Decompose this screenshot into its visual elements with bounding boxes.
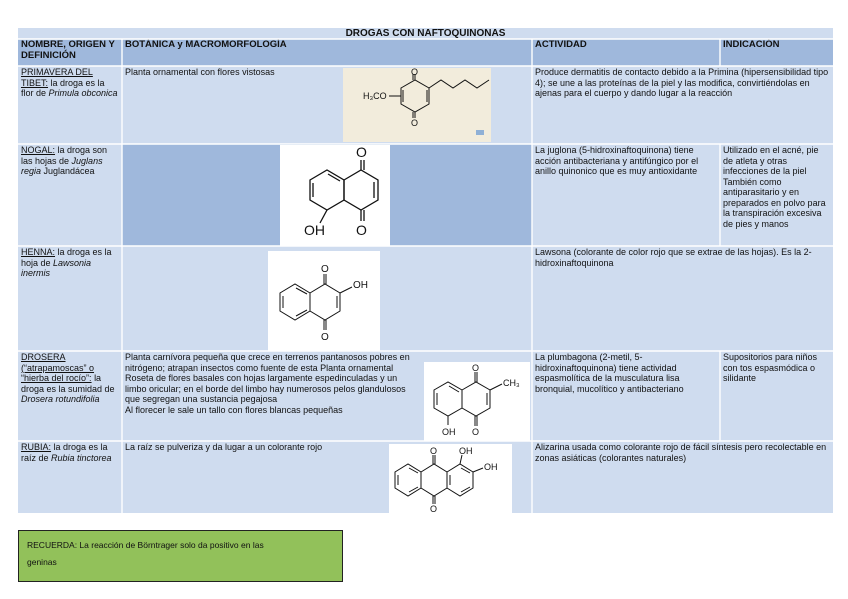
plant-name: NOGAL:: [21, 145, 56, 155]
definition-text: la droga es la hoja de: [21, 247, 112, 268]
alizarina-structure: [389, 444, 512, 513]
plant-name: PRIMAVERA DEL TIBET:: [21, 67, 93, 88]
family-name: Juglandácea: [41, 166, 95, 176]
alizarina-hydroxyl-2: OH: [484, 462, 498, 472]
definition-text: la droga es la sumidad de: [21, 373, 115, 394]
definition-text: la droga es la raíz de: [21, 442, 108, 463]
alizarina-hydroxyl-1: OH: [459, 446, 473, 456]
species-name: Primula obconica: [48, 88, 118, 98]
lawsona-oxo-bottom: O: [321, 332, 329, 343]
table-row-drosera-indication: Supositorios para niños con tos espasmódica o silidante: [720, 351, 833, 441]
primina-methoxy: H₃CO: [363, 91, 387, 101]
species-name: Drosera rotundifolia: [21, 394, 100, 404]
primina-oxo-bottom: O: [411, 118, 419, 128]
table-title: DROGAS CON NAFTOQUINONAS: [18, 28, 833, 39]
table-row-primavera-activity: Produce dermatitis de contacto debido a la Primina (hipersensibilidad tipo 4); se une a las proteínas de la piel y las modifica, convirtiéndolas en ajenas para el cuerpo y dando lugar a la reacción: [532, 66, 833, 144]
table-row-rubia-name: [18, 441, 122, 513]
header-name: NOMBRE, ORIGEN Y DEFINICIÓN: [18, 39, 122, 66]
lawsona-structure: [268, 251, 380, 351]
table-row-drosera-activity: La plumbagona (2-metil, 5-hidroxinaftoquinona) tiene actividad espasmolítica de la musculatura lisa bronquial, mucolítico y antibacteriano: [532, 351, 720, 441]
alizarina-oxo-bottom: O: [430, 504, 438, 513]
plumbagona-hydroxyl: OH: [442, 427, 456, 437]
species-name: Lawsonia inermis: [21, 257, 92, 278]
plant-name: RUBIA:: [21, 442, 52, 452]
reminder-line-1: RECUERDA: La reacción de Börntrager solo da positivo en las: [27, 540, 264, 550]
definition-text: la droga son las hojas de: [21, 145, 108, 166]
species-name: Rubia tinctorea: [51, 452, 112, 463]
plumbagona-oxo-bottom: O: [472, 427, 480, 437]
juglona-hydroxyl: OH: [304, 222, 325, 238]
juglona-oxo-bottom: O: [356, 222, 367, 238]
table-row-nogal-activity: La juglona (5-hidroxinaftoquinona) tiene acción antibacteriana y antifúngico por el anillo quinonico que es muy antioxidante: [532, 144, 720, 246]
species-name: Juglans regia: [21, 155, 103, 176]
plumbagona-oxo-top: O: [472, 363, 480, 373]
lawsona-hydroxyl: OH: [353, 280, 368, 291]
table-row-primavera-botany: Planta ornamental con flores vistosas: [122, 66, 532, 144]
plant-name: DROSERA (“atrapamoscas” o “hierba del rocío”:: [21, 352, 95, 383]
table-row-primavera-name: [18, 66, 122, 144]
plumbagona-methyl: CH₃: [503, 378, 520, 388]
table-row-rubia-botany: La raíz se pulveriza y da lugar a un colorante rojo: [122, 441, 532, 513]
table-row-drosera-name: [18, 351, 122, 441]
header-indication: INDICACIÓN: [720, 39, 833, 66]
definition-text: la droga es la flor de: [21, 77, 105, 98]
table-row-nogal-name: [18, 144, 122, 246]
table-row-henna-activity: Lawsona (colorante de color rojo que se extrae de las hojas). Es la 2-hidroxinaftoquinona: [532, 246, 833, 351]
header-activity: ACTIVIDAD: [532, 39, 720, 66]
header-botany: BOTÁNICA y MACROMORFOLOGÍA: [122, 39, 532, 66]
juglona-structure: [280, 145, 390, 246]
naphthoquinone-drugs-table: [18, 28, 833, 513]
juglona-oxo-top: O: [356, 145, 367, 160]
table-row-nogal-indication: Utilizado en el acné, pie de atleta y otras infecciones de la piel También como antiparasitario y en preparados en polvo para la transpiración excesiva de pies y manos: [720, 144, 833, 246]
table-row-henna-name: [18, 246, 122, 351]
primina-structure: [343, 68, 491, 142]
plant-name: HENNA:: [21, 247, 56, 257]
reminder-note: [18, 530, 343, 582]
plumbagona-structure: [424, 362, 530, 441]
lawsona-oxo-top: O: [321, 264, 329, 275]
primina-oxo-top: O: [411, 68, 419, 77]
table-row-rubia-activity: Alizarina usada como colorante rojo de fácil síntesis pero recolectable en zonas asiáticas (colorantes naturales): [532, 441, 833, 513]
table-row-drosera-botany: Planta carnívora pequeña que crece en terrenos pantanosos pobres en nitrógeno; atrapan insectos como fuente de esta Planta ornamental Roseta de flores basales con hojas largamente espedinculadas y un limbo oricular; en el borde del limbo hay numerosos pelos glandulosos que segregan una sustancia pegajosa Al florecer le sale un tallo con flores blancas pequeñas: [122, 351, 532, 441]
reminder-line-2: geninas: [27, 557, 57, 567]
alizarina-oxo-top: O: [430, 446, 438, 456]
